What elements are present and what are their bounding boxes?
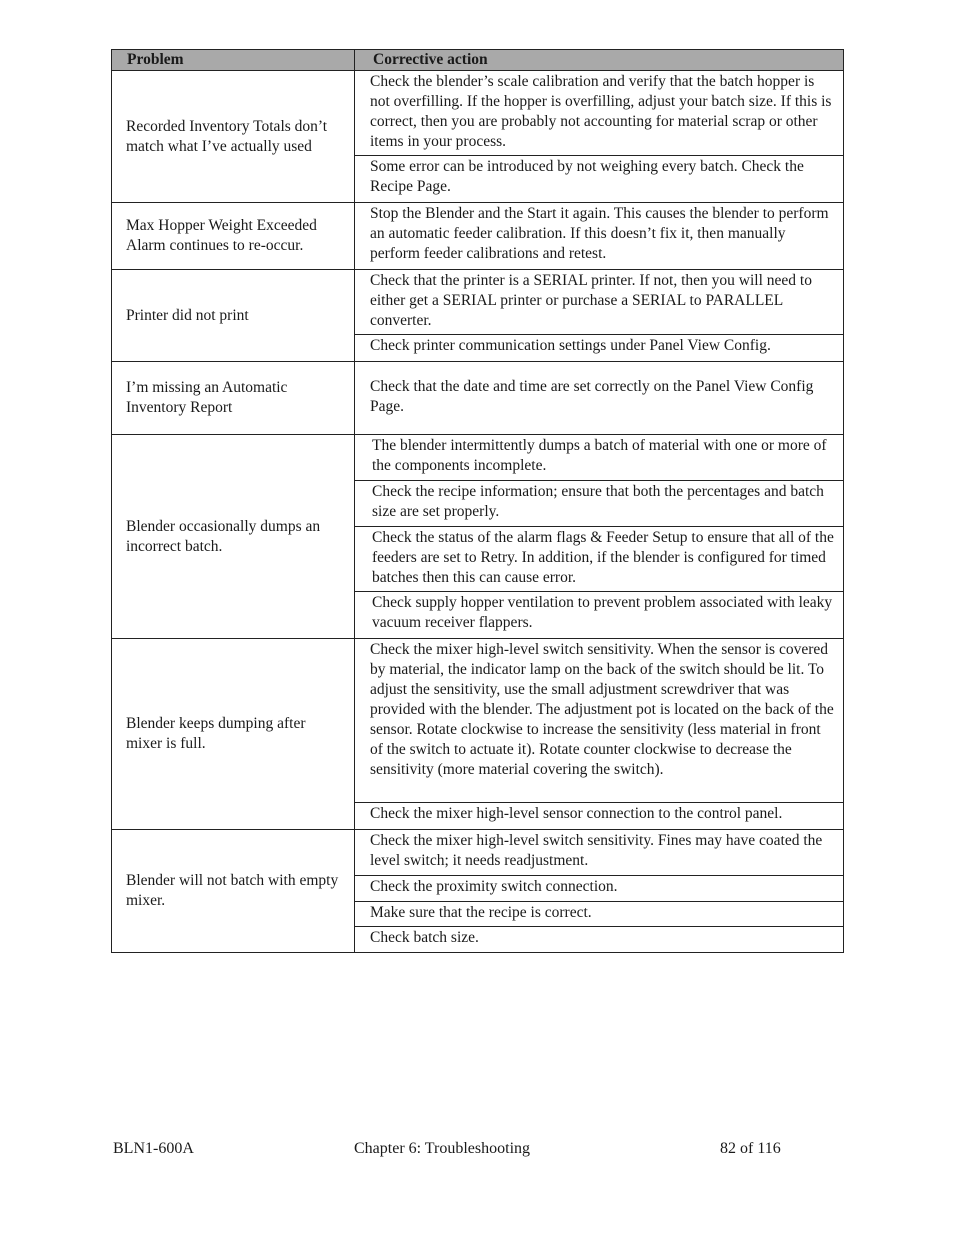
table-row: [112, 435, 843, 639]
action-cell: Check the proximity switch connection.: [355, 876, 843, 902]
action-cell: Check the recipe information; ensure that both the percentages and batch size are set properly.: [355, 481, 843, 527]
problem-cell: Blender occasionally dumps an incorrect batch.: [112, 435, 355, 638]
header-problem: Problem: [112, 50, 355, 70]
action-cell: Check printer communication settings under Panel View Config.: [370, 337, 771, 354]
action-cell: Check the mixer high-level switch sensitivity. Fines may have coated the level switch; it needs readjustment.: [355, 830, 843, 876]
problem-cell: Printer did not print: [112, 270, 355, 361]
action-cell: Check the mixer high-level switch sensitivity. When the sensor is covered by material, the indicator lamp on the back of the switch should be lit. To adjust the sensitivity, use the small adjustment screwdriver that was provided with the blender. The adjustment pot is located on the back of the sensor. Rotate clockwise to increase the sensitivity (less material in front of the switch to actuate it). Rotate counter clockwise to decrease the sensitivity (more material covering the switch).: [355, 639, 843, 803]
action-cell: The blender intermittently dumps a batch of material with one or more of the components incomplete.: [355, 435, 843, 481]
action-cell: Check the status of the alarm flags & Feeder Setup to ensure that all of the feeders are set to Retry. In addition, if the blender is configured for timed batches then this can cause error.: [355, 527, 843, 592]
action-cell: Some error can be introduced by not weighing every batch. Check the Recipe Page.: [370, 158, 804, 195]
table-row: [112, 639, 843, 830]
action-cell: Check that the printer is a SERIAL printer. If not, then you will need to either get a SERIAL printer or purchase a SERIAL to PARALLEL converter.: [355, 270, 843, 335]
table-row: [112, 362, 843, 435]
troubleshooting-table: [111, 49, 844, 953]
table-row: [112, 203, 843, 270]
header-corrective-action: Corrective action: [373, 51, 488, 68]
problem-cell: Recorded Inventory Totals don’t match what I’ve actually used: [112, 71, 355, 202]
problem-cell: I’m missing an Automatic Inventory Report: [112, 362, 355, 434]
problem-cell: Blender will not batch with empty mixer.: [112, 830, 355, 952]
footer-doc-id: BLN1-600A: [113, 1140, 194, 1157]
action-cell: Make sure that the recipe is correct.: [355, 902, 843, 927]
table-row: [112, 830, 843, 952]
table-row: [112, 270, 843, 362]
problem-cell: Blender keeps dumping after mixer is full.: [112, 639, 355, 829]
footer-page-number: 82 of 116: [720, 1140, 781, 1157]
table-row: [112, 71, 843, 203]
action-cell: Check batch size.: [370, 929, 479, 946]
action-cell: Stop the Blender and the Start it again. This causes the blender to perform an automatic feeder calibration. If this doesn’t fix it, then manually perform feeder calibrations and retest.: [370, 205, 829, 262]
action-cell: Check supply hopper ventilation to prevent problem associated with leaky vacuum receiver flappers.: [372, 594, 833, 631]
action-cell: Check that the date and time are set correctly on the Panel View Config Page.: [370, 377, 814, 415]
footer-chapter: Chapter 6: Troubleshooting: [354, 1140, 531, 1157]
action-cell: Check the mixer high-level sensor connection to the control panel.: [370, 805, 783, 822]
action-cell: Check the blender’s scale calibration and verify that the batch hopper is not overfilling. If the hopper is overfilling, adjust your batch size. If this is correct, then you are probably not accounting for material scrap or other items in your process.: [355, 71, 843, 156]
problem-cell: Max Hopper Weight Exceeded Alarm continues to re-occur.: [112, 203, 355, 269]
table-header: [112, 50, 843, 71]
